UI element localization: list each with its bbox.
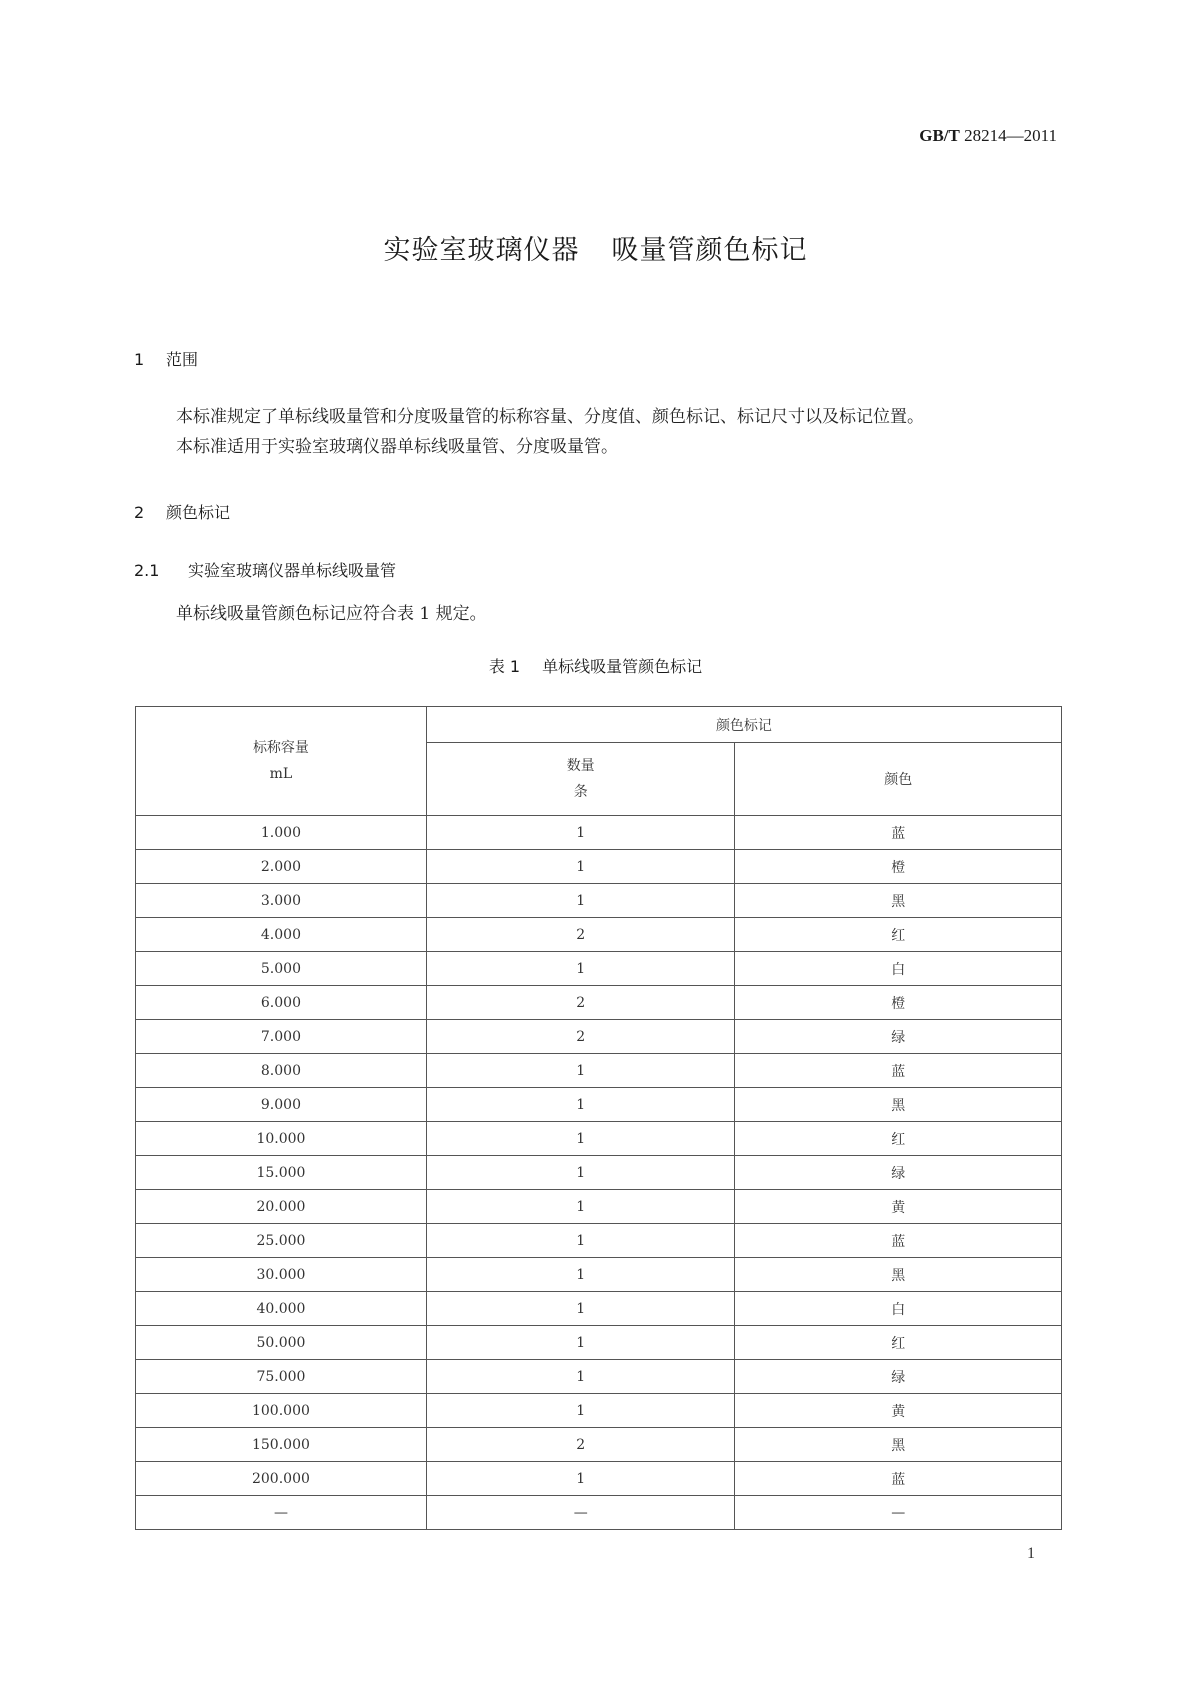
color-cell: 蓝: [735, 816, 1062, 850]
color-mark-table: [135, 706, 1062, 1530]
capacity-cell: 75.000: [136, 1360, 427, 1394]
table-caption-number: 表 1: [488, 657, 521, 676]
capacity-cell: 6.000: [136, 986, 427, 1020]
table-row: [136, 1292, 1062, 1326]
table-row: [136, 816, 1062, 850]
table-row: [136, 1428, 1062, 1462]
standard-code: [919, 126, 1057, 146]
count-cell: 1: [426, 1156, 735, 1190]
section-2-1-heading: [134, 558, 396, 581]
table-row: [136, 1156, 1062, 1190]
color-cell: 黑: [735, 884, 1062, 918]
table-row: [136, 1394, 1062, 1428]
count-cell: 1: [426, 816, 735, 850]
color-cell: 绿: [735, 1156, 1062, 1190]
capacity-cell: 30.000: [136, 1258, 427, 1292]
section-1-body: [176, 402, 924, 462]
table-row: [136, 1020, 1062, 1054]
table-row: [136, 1326, 1062, 1360]
color-cell: 绿: [735, 1360, 1062, 1394]
section-2-number: 2: [134, 503, 145, 522]
color-cell: 红: [735, 1122, 1062, 1156]
capacity-cell: 9.000: [136, 1088, 427, 1122]
capacity-cell: 10.000: [136, 1122, 427, 1156]
capacity-cell: 4.000: [136, 918, 427, 952]
table-row: [136, 1360, 1062, 1394]
color-cell: 橙: [735, 850, 1062, 884]
count-cell: 1: [426, 1088, 735, 1122]
color-cell: 红: [735, 1326, 1062, 1360]
capacity-cell: 100.000: [136, 1394, 427, 1428]
capacity-cell: 7.000: [136, 1020, 427, 1054]
table-row: [136, 1122, 1062, 1156]
count-cell: 1: [426, 1054, 735, 1088]
capacity-cell: 40.000: [136, 1292, 427, 1326]
section-1-number: 1: [134, 350, 145, 369]
table-row: [136, 1462, 1062, 1496]
color-cell: 白: [735, 1292, 1062, 1326]
capacity-header: [136, 707, 427, 816]
page-number: 1: [1027, 1545, 1035, 1562]
capacity-cell: 25.000: [136, 1224, 427, 1258]
count-cell: 1: [426, 850, 735, 884]
section-1-paragraph-1: 本标准规定了单标线吸量管和分度吸量管的标称容量、分度值、颜色标记、标记尺寸以及标记位置。: [176, 407, 924, 427]
count-header-unit: 条: [573, 784, 588, 800]
capacity-cell: 1.000: [136, 816, 427, 850]
section-2-1-number: 2.1: [134, 561, 160, 580]
capacity-cell: 3.000: [136, 884, 427, 918]
section-1-paragraph-2: 本标准适用于实验室玻璃仪器单标线吸量管、分度吸量管。: [176, 437, 618, 457]
count-cell: 2: [426, 986, 735, 1020]
section-2-1-title: 实验室玻璃仪器单标线吸量管: [188, 561, 397, 580]
table-row: [136, 1258, 1062, 1292]
section-2-1-paragraph: 单标线吸量管颜色标记应符合表 1 规定。: [176, 604, 487, 624]
table-row: [136, 1054, 1062, 1088]
color-cell: 绿: [735, 1020, 1062, 1054]
count-cell: 2: [426, 918, 735, 952]
table-row: [136, 884, 1062, 918]
capacity-cell: 15.000: [136, 1156, 427, 1190]
color-cell: 红: [735, 918, 1062, 952]
count-cell: 1: [426, 1292, 735, 1326]
capacity-cell: 2.000: [136, 850, 427, 884]
capacity-header-label: 标称容量: [252, 740, 309, 756]
standard-code-number: 28214—2011: [964, 126, 1057, 145]
table-row: [136, 918, 1062, 952]
count-cell: 1: [426, 1462, 735, 1496]
table-caption-title: 单标线吸量管颜色标记: [542, 657, 703, 676]
table-row: [136, 850, 1062, 884]
table-row: [136, 1088, 1062, 1122]
section-1-title: 范围: [166, 350, 199, 369]
table-row: [136, 1224, 1062, 1258]
color-mark-header: 颜色标记: [426, 707, 1061, 743]
count-cell: —: [426, 1496, 735, 1530]
table-caption: [0, 654, 1191, 677]
count-cell: 1: [426, 884, 735, 918]
section-1-heading: [134, 347, 198, 370]
table-row: [136, 952, 1062, 986]
color-cell: 蓝: [735, 1054, 1062, 1088]
color-header: 颜色: [735, 743, 1062, 816]
table-row: [136, 986, 1062, 1020]
table-row: [136, 1496, 1062, 1530]
color-cell: 蓝: [735, 1462, 1062, 1496]
capacity-cell: —: [136, 1496, 427, 1530]
section-2-heading: [134, 500, 230, 523]
color-cell: 黄: [735, 1190, 1062, 1224]
capacity-cell: 8.000: [136, 1054, 427, 1088]
capacity-cell: 20.000: [136, 1190, 427, 1224]
color-cell: —: [735, 1496, 1062, 1530]
color-cell: 黑: [735, 1258, 1062, 1292]
color-cell: 白: [735, 952, 1062, 986]
capacity-cell: 50.000: [136, 1326, 427, 1360]
standard-code-prefix: GB/T: [919, 126, 960, 145]
count-cell: 1: [426, 952, 735, 986]
capacity-cell: 150.000: [136, 1428, 427, 1462]
document-title: [0, 228, 1191, 267]
count-cell: 1: [426, 1190, 735, 1224]
count-cell: 2: [426, 1020, 735, 1054]
section-2-title: 颜色标记: [166, 503, 231, 522]
color-cell: 橙: [735, 986, 1062, 1020]
capacity-cell: 200.000: [136, 1462, 427, 1496]
capacity-cell: 5.000: [136, 952, 427, 986]
count-cell: 1: [426, 1258, 735, 1292]
table-body: [136, 816, 1062, 1530]
capacity-header-unit: mL: [269, 766, 293, 782]
color-cell: 黑: [735, 1088, 1062, 1122]
count-cell: 2: [426, 1428, 735, 1462]
count-cell: 1: [426, 1122, 735, 1156]
color-cell: 黄: [735, 1394, 1062, 1428]
count-cell: 1: [426, 1360, 735, 1394]
count-header-label: 数量: [566, 758, 595, 774]
title-part2: 吸量管颜色标记: [611, 235, 808, 266]
count-cell: 1: [426, 1326, 735, 1360]
count-cell: 1: [426, 1224, 735, 1258]
color-cell: 蓝: [735, 1224, 1062, 1258]
count-header: [426, 743, 735, 816]
count-cell: 1: [426, 1394, 735, 1428]
table-row: [136, 1190, 1062, 1224]
title-part1: 实验室玻璃仪器: [383, 235, 580, 266]
color-cell: 黑: [735, 1428, 1062, 1462]
